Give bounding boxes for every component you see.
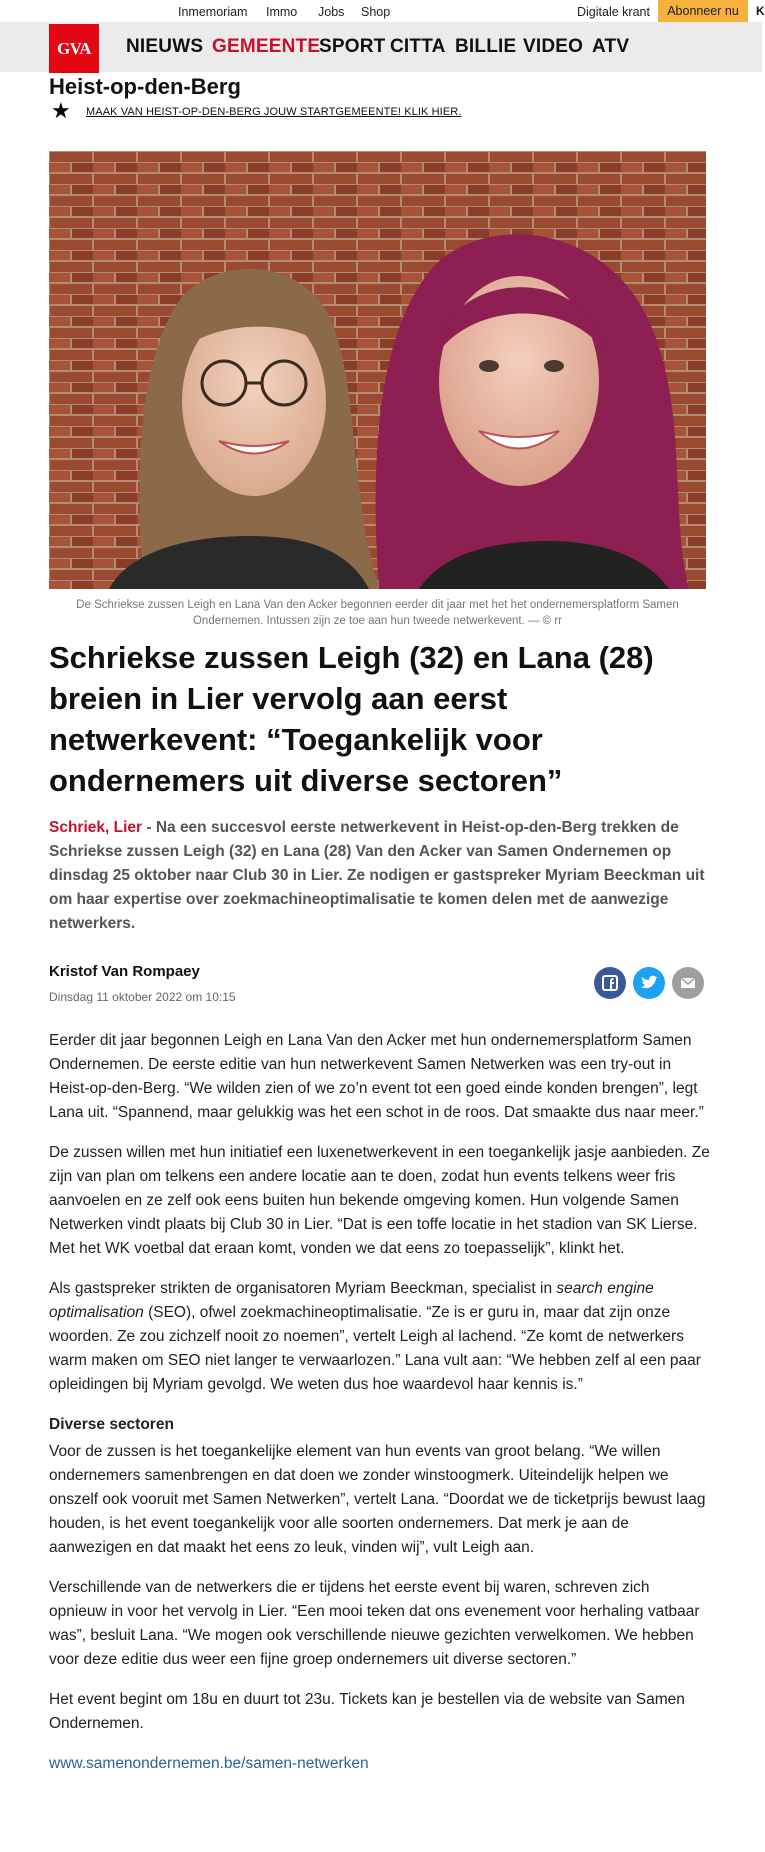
article-photo <box>49 151 706 589</box>
event-website-link[interactable]: www.samenondernemen.be/samen-netwerken <box>49 1755 369 1772</box>
set-home-municipality-link[interactable]: MAAK VAN HEIST-OP-DEN-BERG JOUW STARTGEMEENTE! KLIK HIER. <box>86 106 462 118</box>
subheading: Diverse sectoren <box>49 1416 174 1433</box>
mail-share-button[interactable] <box>672 967 704 999</box>
gva-logo[interactable]: GVA <box>49 24 99 73</box>
article-body <box>49 1029 711 1776</box>
nav-item-citta[interactable]: CITTA <box>390 36 446 57</box>
subscribe-button[interactable]: Abonneer nu <box>658 0 748 23</box>
nav-item-gemeente[interactable]: GEMEENTE <box>212 36 321 57</box>
mail-icon <box>672 967 704 999</box>
paragraph-3-part-a: Als gastspreker strikten de organisatoren Myriam Beeckman, specialist in <box>49 1280 557 1297</box>
article-lead <box>49 816 709 936</box>
topbar-link-inmemoriam[interactable]: Inmemoriam <box>178 5 248 19</box>
facebook-share-button[interactable] <box>594 967 626 999</box>
cut-off-link[interactable]: K <box>756 0 762 23</box>
paragraph-3-emphasis: search engine optimalisation <box>49 1280 654 1321</box>
top-utility-bar <box>0 0 765 22</box>
paragraph-4: Voor de zussen is het toegankelijke element van hun events van groot belang. “We willen ondernemers samenbrengen en dat doen we zonder winstoogmerk. Uiteindelijk helpen we onszelf ook vooruit met Samen Netwerken”, vertelt Lana. “Doordat we de ticketprijs bewust laag houden, is het event toegankelijk voor alle soorten ondernemers. Dat merk je aan de aanwezigen en dat maakt het eens zo leuk, vinden wij”, vult Leigh aan. <box>49 1443 706 1556</box>
publish-date: Dinsdag 11 oktober 2022 om 10:15 <box>49 990 236 1004</box>
paragraph-5: Verschillende van de netwerkers die er tijdens het eerste event bij waren, schreven zich opnieuw in voor het vervolg in Lier. “Een mooi teken dat ons evenement voor herhaling vatbaar was”, besluit Lana. “We mogen ook verschillende nieuwe gezichten verwelkomen. We hebben voor deze editie dus weer een fijne groep ondernemers uit diverse sectoren.” <box>49 1579 700 1668</box>
facebook-icon <box>594 967 626 999</box>
twitter-share-button[interactable] <box>633 967 665 999</box>
photo-caption: De Schriekse zussen Leigh en Lana Van den Acker begonnen eerder dit jaar met het het ondernemersplatform Samen Ondernemen. Intussen zijn ze toe aan hun tweede netwerkevent. — © rr <box>76 599 679 627</box>
lead-location: Schriek, Lier <box>49 819 143 836</box>
paragraph-3-part-b: (SEO), ofwel zoekmachineoptimalisatie. “Ze is er guru in, maar dat zijn onze woorden. Ze zou zichzelf nooit zo noemen”, vertelt Leigh al lachend. “Ze komt de netwerkers warm maken om SEO niet langer te verwaarlozen.” Lana vult aan: “We hebben zelf al een paar opleidingen bij Myriam gevolgd. We weten dus hoe waardevol haar kennis is.” <box>49 1304 701 1393</box>
author-name[interactable]: Kristof Van Rompaey <box>49 963 200 980</box>
article-headline: Schriekse zussen Leigh (32) en Lana (28) breien in Lier vervolg aan eerst netwerkevent: “Toegankelijk voor ondernemers uit diverse sectoren” <box>49 640 654 798</box>
paragraph-3 <box>49 1277 711 1397</box>
topbar-link-jobs[interactable]: Jobs <box>318 5 345 19</box>
digital-newspaper-link[interactable]: Digitale krant <box>577 5 650 19</box>
star-icon[interactable]: ★ <box>51 98 71 123</box>
nav-item-sport[interactable]: SPORT <box>319 36 386 57</box>
municipality-title: Heist-op-den-Berg <box>49 74 241 99</box>
topbar-link-immo[interactable]: Immo <box>266 5 298 19</box>
twitter-icon <box>633 967 665 999</box>
main-navigation <box>0 22 762 72</box>
nav-item-atv[interactable]: ATV <box>592 36 630 57</box>
paragraph-1: Eerder dit jaar begonnen Leigh en Lana Van den Acker met hun ondernemersplatform Samen Ondernemen. De eerste editie van hun netwerkevent Samen Netwerken was een try-out in Heist-op-den-Berg. “We wilden zien of we zo’n event tot een goed einde konden brengen”, legt Lana uit. “Spannend, maar gelukkig was het een schot in de roos. Dat smaakte dus naar meer.” <box>49 1032 704 1121</box>
nav-item-nieuws[interactable]: NIEUWS <box>126 36 204 57</box>
topbar-link-shop[interactable]: Shop <box>361 5 391 19</box>
paragraph-2: De zussen willen met hun initiatief een luxenetwerkevent in een toegankelijk jasje aanbieden. Ze zijn van plan om telkens een andere locatie aan te doen, zodat hun events telkens weer fris aanvoelen en ze zelf ook eens buiten hun bekende omgeving komen. Hun volgende Samen Netwerken vindt plaats bij Club 30 in Lier. “Dat is een toffe locatie in het stadion van SK Lierse. Met het WK voetbal dat eraan komt, vonden we dat eens zo toepasselijk”, klinkt het. <box>49 1144 710 1257</box>
nav-item-billie[interactable]: BILLIE <box>455 36 517 57</box>
nav-item-video[interactable]: VIDEO <box>523 36 584 57</box>
article-photo-illustration <box>49 151 706 589</box>
lead-text: - Na een succesvol eerste netwerkevent in Heist-op-den-Berg trekken de Schriekse zussen Leigh (32) en Lana (28) Van den Acker van Samen Ondernemen op dinsdag 25 oktober naar Club 30 in Lier. Ze nodigen er gastspreker Myriam Beeckman uit om haar expertise over zoekmachineoptimalisatie te komen delen met de aanwezige netwerkers. <box>49 819 705 932</box>
paragraph-6: Het event begint om 18u en duurt tot 23u. Tickets kan je bestellen via de website van Samen Ondernemen. <box>49 1691 685 1732</box>
